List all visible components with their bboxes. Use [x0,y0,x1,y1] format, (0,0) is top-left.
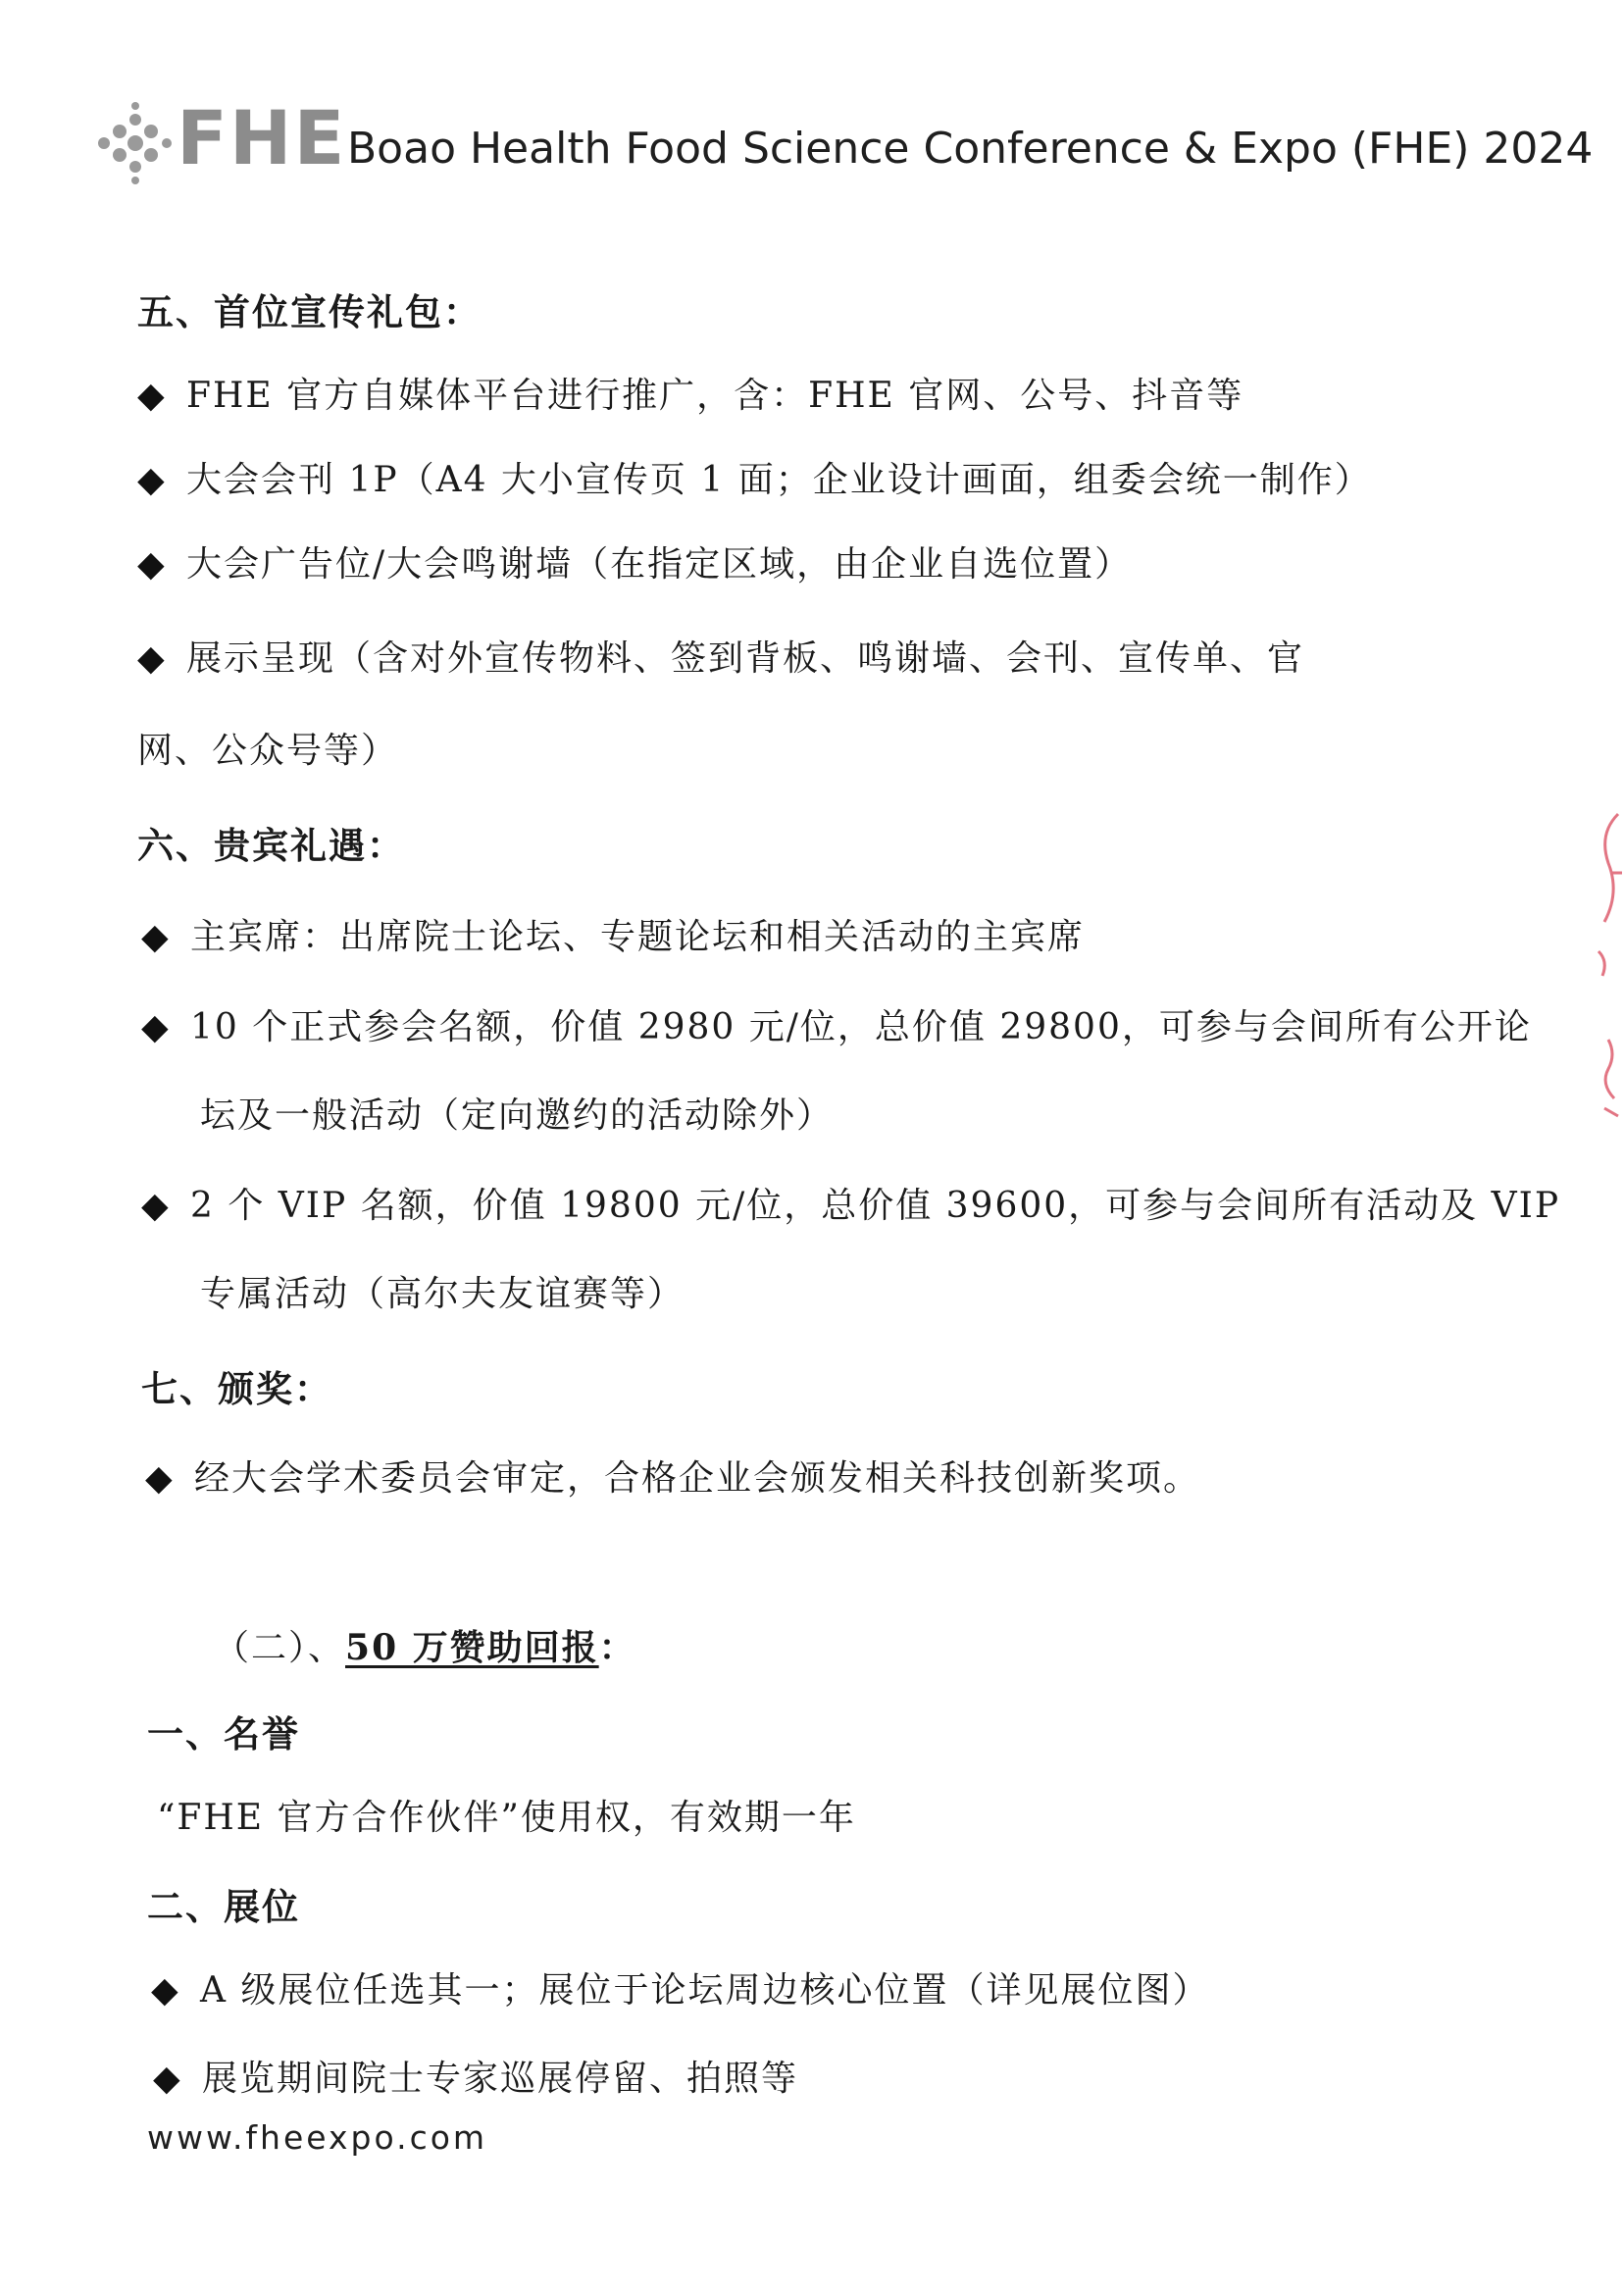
list-item-continuation: 坛及一般活动（定向邀约的活动除外） [200,1095,835,1136]
list-item-text: 大会广告位/大会鸣谢墙（在指定区域，由企业自选位置） [186,544,1133,585]
diamond-bullet-icon: ◆ [153,2059,182,2099]
section-heading: 五、首位宣传礼包： [137,290,482,333]
section-heading: 二、展位 [147,1885,300,1928]
list-item-text: 主宾席：出席院士论坛、专题论坛和相关活动的主宾席 [190,917,1086,957]
diamond-bullet-icon: ◆ [141,1007,171,1047]
diamond-bullet-icon: ◆ [137,544,167,585]
subsection-prefix: （二）、 [214,1628,346,1668]
diamond-bullet-icon: ◆ [137,638,167,679]
diamond-bullet-icon: ◆ [141,917,171,957]
list-item-text: A 级展位任选其一；展位于论坛周边核心位置（详见展位图） [200,1970,1210,2011]
subsection-title [214,1622,636,1674]
section-heading: 七、颁奖： [141,1367,332,1410]
list-item-text: 经大会学术委员会审定，合格企业会颁发相关科技创新奖项。 [194,1458,1201,1499]
list-item [137,455,1372,506]
header-title: Boao Health Food Science Conference & Expo (FHE) 2024 [347,124,1594,174]
subsection-title-text: 50 万赞助回报 [345,1627,599,1668]
diamond-bullet-icon: ◆ [137,376,167,416]
list-item-text: FHE 官方自媒体平台进行推广，含：FHE 官网、公号、抖音等 [186,376,1244,416]
red-stamp-mark-icon [1579,804,1624,1138]
logo-wordmark: FHE [177,94,347,181]
list-item-text: 大会会刊 1P（A4 大小宣传页 1 面；企业设计画面，组委会统一制作） [186,460,1372,500]
list-item-text: 展示呈现（含对外宣传物料、签到背板、鸣谢墙、会刊、宣传单、官 [186,638,1305,679]
list-item-continuation: 专属活动（高尔夫友谊赛等） [200,1274,685,1314]
list-item [153,2054,798,2105]
diamond-bullet-icon: ◆ [145,1458,175,1499]
footer-url: www.fheexpo.com [147,2118,488,2157]
list-item [145,1453,1200,1504]
subsection-suffix: ： [598,1627,636,1668]
list-item [151,1965,1209,2016]
list-item [137,371,1243,422]
list-item-text: 10 个正式参会名额，价值 2980 元/位，总价值 29800，可参与会间所有公开论 [190,1007,1532,1047]
diamond-bullet-icon: ◆ [141,1186,171,1226]
list-item [141,912,1085,963]
diamond-bullet-icon: ◆ [137,460,167,500]
paragraph: “FHE 官方合作伙伴”使用权，有效期一年 [157,1798,856,1838]
list-item [141,1181,1560,1232]
list-item [141,1002,1532,1053]
list-item-text: 展览期间院士专家巡展停留、拍照等 [202,2059,799,2099]
diamond-bullet-icon: ◆ [151,1970,180,2011]
list-item [137,634,1304,685]
list-item-continuation: 网、公众号等） [137,731,399,771]
section-heading: 六、贵宾礼遇： [137,824,405,867]
list-item-text: 2 个 VIP 名额，价值 19800 元/位，总价值 39600，可参与会间所有活动及 VIP [190,1186,1561,1226]
list-item [137,539,1132,590]
section-heading: 一、名誉 [147,1712,300,1756]
